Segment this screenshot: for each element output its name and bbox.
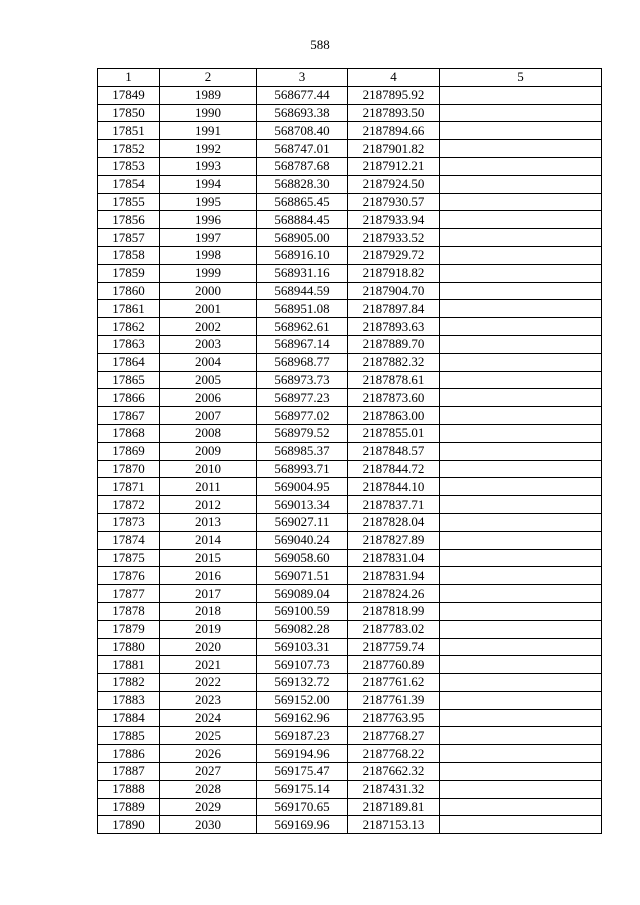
table-cell: [440, 674, 602, 692]
table-row: [98, 567, 602, 585]
table-cell: 2187760.89: [348, 656, 440, 674]
table-cell: 2187897.84: [348, 300, 440, 318]
column-header: 4: [348, 69, 440, 87]
table-cell: 2187844.10: [348, 478, 440, 496]
table-cell: 17854: [98, 175, 160, 193]
table-cell: 1996: [160, 211, 257, 229]
table-cell: [440, 122, 602, 140]
table-cell: 17868: [98, 424, 160, 442]
table-row: [98, 157, 602, 175]
table-cell: [440, 727, 602, 745]
table-cell: 1992: [160, 140, 257, 158]
table-cell: 2187761.39: [348, 691, 440, 709]
table-row: [98, 229, 602, 247]
table-cell: 2187844.72: [348, 460, 440, 478]
table-row: [98, 745, 602, 763]
table-body: [98, 86, 602, 833]
table-cell: 17850: [98, 104, 160, 122]
table-cell: 2187662.32: [348, 763, 440, 781]
table-cell: 17890: [98, 816, 160, 834]
table-cell: 2187768.27: [348, 727, 440, 745]
table-cell: 568828.30: [257, 175, 348, 193]
table-cell: [440, 371, 602, 389]
table-cell: [440, 211, 602, 229]
table-row: [98, 335, 602, 353]
table-cell: 569004.95: [257, 478, 348, 496]
table-cell: 2187848.57: [348, 442, 440, 460]
table-cell: 17886: [98, 745, 160, 763]
table-cell: 2187759.74: [348, 638, 440, 656]
table-cell: 1993: [160, 157, 257, 175]
table-row: [98, 763, 602, 781]
table-cell: 2003: [160, 335, 257, 353]
table-row: [98, 104, 602, 122]
table-cell: 2187933.52: [348, 229, 440, 247]
table-cell: 2187863.00: [348, 407, 440, 425]
table-cell: 568951.08: [257, 300, 348, 318]
table-cell: 568708.40: [257, 122, 348, 140]
table-cell: [440, 264, 602, 282]
table-cell: 2029: [160, 798, 257, 816]
table-cell: 17882: [98, 674, 160, 692]
table-cell: 569170.65: [257, 798, 348, 816]
table-cell: 17880: [98, 638, 160, 656]
table-cell: 2023: [160, 691, 257, 709]
table-row: [98, 407, 602, 425]
table-cell: 569089.04: [257, 585, 348, 603]
coordinates-table: [97, 68, 602, 834]
table-cell: 17884: [98, 709, 160, 727]
table-cell: 569162.96: [257, 709, 348, 727]
table-cell: 2013: [160, 513, 257, 531]
table-cell: [440, 496, 602, 514]
table-row: [98, 816, 602, 834]
table-cell: 17885: [98, 727, 160, 745]
table-cell: 17873: [98, 513, 160, 531]
table-cell: 569187.23: [257, 727, 348, 745]
table-cell: [440, 353, 602, 371]
table-row: [98, 424, 602, 442]
table-cell: 2187930.57: [348, 193, 440, 211]
table-cell: 568973.73: [257, 371, 348, 389]
table-cell: [440, 513, 602, 531]
table-cell: 1995: [160, 193, 257, 211]
table-cell: 17852: [98, 140, 160, 158]
table-cell: [440, 193, 602, 211]
table-cell: 568931.16: [257, 264, 348, 282]
table-cell: 17888: [98, 780, 160, 798]
table-cell: 568865.45: [257, 193, 348, 211]
table-cell: [440, 638, 602, 656]
table-cell: 2015: [160, 549, 257, 567]
table-cell: 568747.01: [257, 140, 348, 158]
table-cell: 2187828.04: [348, 513, 440, 531]
table-row: [98, 264, 602, 282]
table-cell: 17858: [98, 246, 160, 264]
table-cell: 17874: [98, 531, 160, 549]
table-cell: 17851: [98, 122, 160, 140]
table-cell: [440, 318, 602, 336]
table-cell: 2028: [160, 780, 257, 798]
table-cell: 2007: [160, 407, 257, 425]
table-cell: [440, 780, 602, 798]
table-cell: 2024: [160, 709, 257, 727]
table-cell: 17872: [98, 496, 160, 514]
table-cell: 568968.77: [257, 353, 348, 371]
table-cell: 568977.02: [257, 407, 348, 425]
table-cell: 568944.59: [257, 282, 348, 300]
table-cell: 569071.51: [257, 567, 348, 585]
table-cell: 568916.10: [257, 246, 348, 264]
table-cell: 568787.68: [257, 157, 348, 175]
table-cell: 2187904.70: [348, 282, 440, 300]
table-cell: 569027.11: [257, 513, 348, 531]
table-cell: 1991: [160, 122, 257, 140]
table-cell: 2022: [160, 674, 257, 692]
column-header: 2: [160, 69, 257, 87]
table-cell: 569194.96: [257, 745, 348, 763]
table-cell: 569175.47: [257, 763, 348, 781]
table-cell: 568985.37: [257, 442, 348, 460]
table-row: [98, 620, 602, 638]
table-cell: 2187893.63: [348, 318, 440, 336]
table-cell: 569175.14: [257, 780, 348, 798]
table-cell: 2187893.50: [348, 104, 440, 122]
table-cell: [440, 709, 602, 727]
table-cell: [440, 389, 602, 407]
table-cell: [440, 745, 602, 763]
table-cell: 569082.28: [257, 620, 348, 638]
table-cell: 2019: [160, 620, 257, 638]
table-cell: [440, 620, 602, 638]
table-cell: 17849: [98, 86, 160, 104]
table-cell: 568979.52: [257, 424, 348, 442]
column-header: 5: [440, 69, 602, 87]
table-cell: 2187901.82: [348, 140, 440, 158]
table-row: [98, 442, 602, 460]
table-row: [98, 709, 602, 727]
table-row: [98, 531, 602, 549]
table-cell: 2187831.94: [348, 567, 440, 585]
table-cell: 17878: [98, 602, 160, 620]
table-cell: 17883: [98, 691, 160, 709]
table-cell: [440, 282, 602, 300]
table-row: [98, 496, 602, 514]
table-cell: [440, 549, 602, 567]
table-cell: 1994: [160, 175, 257, 193]
table-cell: [440, 246, 602, 264]
table-cell: 2002: [160, 318, 257, 336]
table-cell: [440, 460, 602, 478]
table-cell: [440, 175, 602, 193]
table-cell: 2018: [160, 602, 257, 620]
table-cell: 2027: [160, 763, 257, 781]
table-cell: 2187189.81: [348, 798, 440, 816]
table-cell: 17859: [98, 264, 160, 282]
table-row: [98, 513, 602, 531]
table-cell: 17877: [98, 585, 160, 603]
table-cell: 2017: [160, 585, 257, 603]
table-row: [98, 780, 602, 798]
table-cell: 1989: [160, 86, 257, 104]
table-cell: [440, 442, 602, 460]
table-cell: [440, 104, 602, 122]
table-cell: 2187827.89: [348, 531, 440, 549]
table-cell: 17867: [98, 407, 160, 425]
table-cell: 569013.34: [257, 496, 348, 514]
table-cell: [440, 567, 602, 585]
table-cell: 569107.73: [257, 656, 348, 674]
column-header: 1: [98, 69, 160, 87]
table-cell: 17861: [98, 300, 160, 318]
table-cell: [440, 763, 602, 781]
table-cell: 17889: [98, 798, 160, 816]
table-cell: [440, 656, 602, 674]
table-cell: 2187882.32: [348, 353, 440, 371]
table-cell: 17870: [98, 460, 160, 478]
table-row: [98, 122, 602, 140]
table-cell: 569100.59: [257, 602, 348, 620]
table-cell: [440, 424, 602, 442]
table-cell: 1997: [160, 229, 257, 247]
table-cell: 568993.71: [257, 460, 348, 478]
table-row: [98, 638, 602, 656]
table-cell: 17860: [98, 282, 160, 300]
table-cell: 2187824.26: [348, 585, 440, 603]
table-cell: 2187878.61: [348, 371, 440, 389]
table-row: [98, 602, 602, 620]
table-cell: 568962.61: [257, 318, 348, 336]
table-cell: 1998: [160, 246, 257, 264]
page-number: 588: [310, 37, 330, 52]
table-cell: 569103.31: [257, 638, 348, 656]
table-cell: 2021: [160, 656, 257, 674]
table-cell: 2187837.71: [348, 496, 440, 514]
table-row: [98, 798, 602, 816]
table-cell: [440, 229, 602, 247]
table-cell: 2187912.21: [348, 157, 440, 175]
table-cell: [440, 531, 602, 549]
table-cell: 17863: [98, 335, 160, 353]
table-row: [98, 691, 602, 709]
table-cell: 2187855.01: [348, 424, 440, 442]
table-cell: [440, 816, 602, 834]
table-cell: 2187831.04: [348, 549, 440, 567]
table-cell: 2187153.13: [348, 816, 440, 834]
table-cell: 2187761.62: [348, 674, 440, 692]
table-row: [98, 585, 602, 603]
table-cell: 568693.38: [257, 104, 348, 122]
table-cell: 17856: [98, 211, 160, 229]
table-cell: 17869: [98, 442, 160, 460]
table-cell: 17879: [98, 620, 160, 638]
table-cell: 568977.23: [257, 389, 348, 407]
table-cell: 2187783.02: [348, 620, 440, 638]
table-cell: 1999: [160, 264, 257, 282]
table-row: [98, 478, 602, 496]
table-cell: [440, 335, 602, 353]
table-row: [98, 193, 602, 211]
table-row: [98, 211, 602, 229]
table-row: [98, 353, 602, 371]
table-cell: [440, 86, 602, 104]
table-cell: 569169.96: [257, 816, 348, 834]
table-cell: 2014: [160, 531, 257, 549]
table-cell: [440, 140, 602, 158]
table-cell: 2026: [160, 745, 257, 763]
table-cell: 17866: [98, 389, 160, 407]
table-cell: 2187929.72: [348, 246, 440, 264]
table-cell: 568967.14: [257, 335, 348, 353]
table-cell: 2187895.92: [348, 86, 440, 104]
table-cell: 2010: [160, 460, 257, 478]
table-cell: 17857: [98, 229, 160, 247]
table-cell: 2008: [160, 424, 257, 442]
table-row: [98, 300, 602, 318]
table-row: [98, 389, 602, 407]
table-row: [98, 460, 602, 478]
table-cell: 2187431.32: [348, 780, 440, 798]
table-row: [98, 371, 602, 389]
table-cell: 2025: [160, 727, 257, 745]
table-cell: 569152.00: [257, 691, 348, 709]
table-cell: 17855: [98, 193, 160, 211]
table-cell: [440, 585, 602, 603]
table-cell: [440, 407, 602, 425]
table-cell: 2187818.99: [348, 602, 440, 620]
table-cell: 17865: [98, 371, 160, 389]
table-cell: 17871: [98, 478, 160, 496]
table-cell: [440, 691, 602, 709]
table-cell: 17853: [98, 157, 160, 175]
table-cell: 568884.45: [257, 211, 348, 229]
table-row: [98, 318, 602, 336]
table-cell: 2016: [160, 567, 257, 585]
table-cell: 568905.00: [257, 229, 348, 247]
table-cell: 569040.24: [257, 531, 348, 549]
table-row: [98, 549, 602, 567]
table-row: [98, 674, 602, 692]
table-cell: 17875: [98, 549, 160, 567]
table-cell: [440, 602, 602, 620]
table-cell: 2030: [160, 816, 257, 834]
table-row: [98, 86, 602, 104]
table-cell: 568677.44: [257, 86, 348, 104]
table-cell: 569058.60: [257, 549, 348, 567]
table-cell: 2005: [160, 371, 257, 389]
table-cell: 2009: [160, 442, 257, 460]
table-cell: 2187894.66: [348, 122, 440, 140]
table-cell: 2006: [160, 389, 257, 407]
table-cell: 2187763.95: [348, 709, 440, 727]
table-cell: 2187873.60: [348, 389, 440, 407]
table-cell: 2187889.70: [348, 335, 440, 353]
table-header-row: [98, 69, 602, 87]
table-cell: 2187918.82: [348, 264, 440, 282]
table-cell: 17862: [98, 318, 160, 336]
table-cell: [440, 157, 602, 175]
table-cell: 17881: [98, 656, 160, 674]
table-cell: 17887: [98, 763, 160, 781]
table-cell: 2001: [160, 300, 257, 318]
table-row: [98, 140, 602, 158]
table-cell: 2011: [160, 478, 257, 496]
table-cell: [440, 478, 602, 496]
table-cell: 2187768.22: [348, 745, 440, 763]
table-row: [98, 175, 602, 193]
table-cell: 1990: [160, 104, 257, 122]
table-cell: 17864: [98, 353, 160, 371]
table-cell: [440, 798, 602, 816]
table-cell: 2004: [160, 353, 257, 371]
table-cell: 2000: [160, 282, 257, 300]
table-cell: 17876: [98, 567, 160, 585]
table-row: [98, 727, 602, 745]
table-cell: 2187933.94: [348, 211, 440, 229]
table-cell: 2012: [160, 496, 257, 514]
table-row: [98, 656, 602, 674]
table-cell: 569132.72: [257, 674, 348, 692]
table-cell: 2020: [160, 638, 257, 656]
table-cell: 2187924.50: [348, 175, 440, 193]
table-cell: [440, 300, 602, 318]
table-row: [98, 282, 602, 300]
table-row: [98, 246, 602, 264]
column-header: 3: [257, 69, 348, 87]
